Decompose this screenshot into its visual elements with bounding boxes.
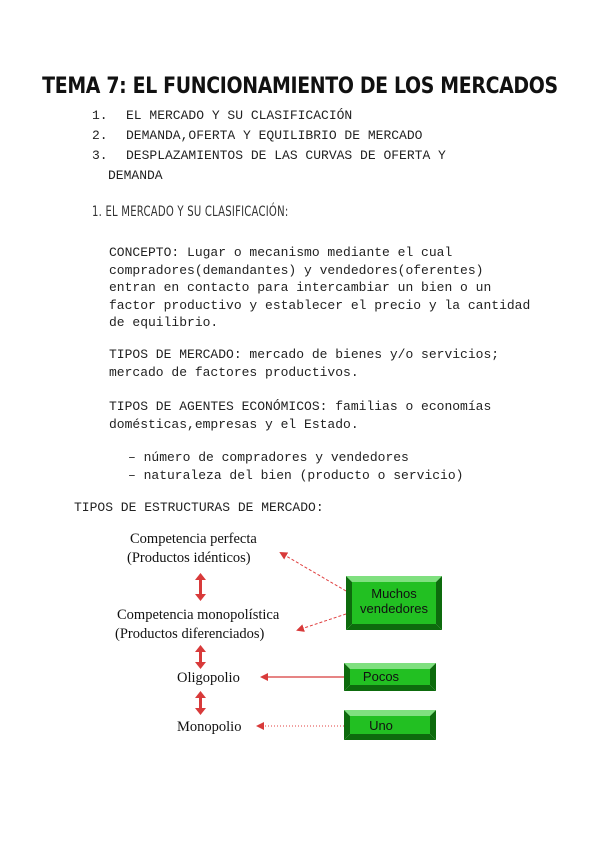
dashed-arrow-icon bbox=[298, 614, 346, 630]
toc-text: DESPLAZAMIENTOS DE LAS CURVAS DE OFERTA Y bbox=[126, 148, 446, 163]
productos-identicos-label: (Productos idénticos) bbox=[127, 550, 251, 566]
section-heading: 1. EL MERCADO Y SU CLASIFICACIÓN: bbox=[92, 204, 289, 220]
structures-heading: TIPOS DE ESTRUCTURAS DE MERCADO: bbox=[74, 500, 324, 515]
page-title: TEMA 7: EL FUNCIONAMIENTO DE LOS MERCADOS bbox=[42, 74, 558, 99]
toc-number: 3. bbox=[92, 148, 108, 163]
monopolio-label: Monopolio bbox=[177, 719, 242, 735]
toc-number: 2. bbox=[92, 128, 108, 143]
muchos-vendedores-box bbox=[346, 576, 442, 630]
toc-text: DEMANDA,OFERTA Y EQUILIBRIO DE MERCADO bbox=[126, 128, 423, 143]
box-label: vendedores bbox=[360, 601, 428, 616]
productos-diferenciados-label: (Productos diferenciados) bbox=[115, 626, 265, 642]
tipos-mercado-paragraph: TIPOS DE MERCADO: mercado de bienes y/o servicios; mercado de factores productivos. bbox=[109, 347, 500, 380]
oligopolio-label: Oligopolio bbox=[177, 670, 240, 686]
concepto-paragraph: CONCEPTO: Lugar o mecanismo mediante el cual compradores(demandantes) y vendedores(oferentes) entran en contacto para intercambiar un bien o un factor productivo y establecer el precio y la cantidad de equilibrio. bbox=[109, 245, 531, 330]
box-label: Uno bbox=[369, 718, 393, 733]
pocos-box bbox=[344, 663, 436, 691]
toc-continuation: DEMANDA bbox=[108, 168, 163, 183]
double-arrow-icon bbox=[195, 645, 206, 669]
list-item: – número de compradores y vendedores bbox=[128, 450, 409, 465]
toc-number: 1. bbox=[92, 108, 108, 123]
toc-text: EL MERCADO Y SU CLASIFICACIÓN bbox=[126, 108, 353, 123]
competencia-perfecta-label: Competencia perfecta bbox=[130, 531, 257, 547]
list-item: – naturaleza del bien (producto o servicio) bbox=[128, 467, 464, 483]
competencia-monopolistica-label: Competencia monopolística bbox=[117, 607, 280, 623]
double-arrow-icon bbox=[195, 691, 206, 715]
double-arrow-icon bbox=[195, 573, 206, 601]
tipos-agentes-paragraph: TIPOS DE AGENTES ECONÓMICOS: familias o economías domésticas,empresas y el Estado. bbox=[109, 399, 492, 432]
dashed-arrow-icon bbox=[281, 553, 346, 591]
box-label: Muchos bbox=[371, 586, 417, 601]
box-label: Pocos bbox=[362, 669, 400, 684]
uno-box bbox=[344, 710, 436, 740]
